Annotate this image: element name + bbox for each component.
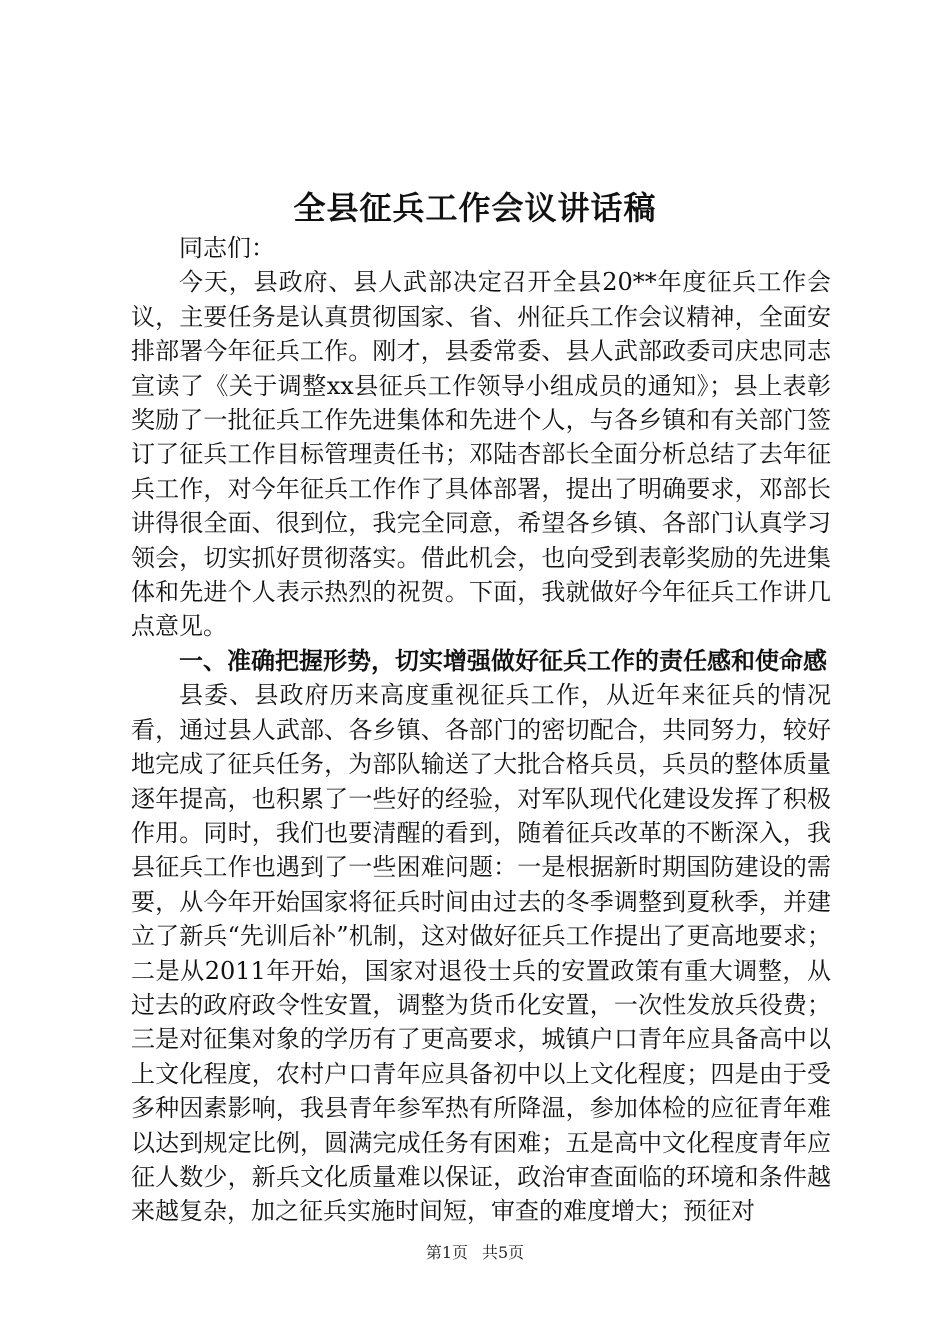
page-footer [0,1242,950,1264]
page-total: 共5页 [482,1243,525,1262]
salutation: 同志们： [179,234,275,262]
paragraph-section-1: 县委、县政府历来高度重视征兵工作，从近年来征兵的情况看，通过县人武部、各乡镇、各部门的密切配合，共同努力，较好地完成了征兵任务，为部队输送了大批合格兵员，兵员的整体质量逐年提高，也积累了一些好的经验，对军队现代化建设发挥了积极作用。同时，我们也要清醒的看到，随着征兵改革的不断深入，我县征兵工作也遇到了一些困难问题：一是根据新时期国防建设的需要，从今年开始国家将征兵时间由过去的冬季调整到夏秋季，并建立了新兵“先训后补”机制，这对做好征兵工作提出了更高地要求；二是从2011年开始，国家对退役士兵的安置政策有重大调整，从过去的政府政令性安置，调整为货币化安置，一次性发放兵役费；三是对征集对象的学历有了更高要求，城镇户口青年应具备高中以上文化程度，农村户口青年应具备初中以上文化程度；四是由于受多种因素影响，我县青年参军热有所降温，参加体检的应征青年难以达到规定比例，圆满完成任务有困难；五是高中文化程度青年应征人数少，新兵文化质量难以保证，政治审查面临的环境和条件越来越复杂，加之征兵实施时间短，审查的难度增大；预征对 [131,681,831,1226]
page-number: 第1页 [425,1243,468,1262]
paragraph-intro: 今天，县政府、县人武部决定召开全县20**年度征兵工作会议，主要任务是认真贯彻国家、省、州征兵工作会议精神，全面安排部署今年征兵工作。刚才，县委常委、县人武部政委司庆忠同志宣读了《关于调整xx县征兵工作领导小组成员的通知》；县上表彰奖励了一批征兵工作先进集体和先进个人，与各乡镇和有关部门签订了征兵工作目标管理责任书；邓陆杏部长全面分析总结了去年征兵工作，对今年征兵工作作了具体部署，提出了明确要求，邓部长讲得很全面、很到位，我完全同意，希望各乡镇、各部门认真学习领会，切实抓好贯彻落实。借此机会，也向受到表彰奖励的先进集体和先进个人表示热烈的祝贺。下面，我就做好今年征兵工作讲几点意见。 [131,268,831,641]
document-title: 全县征兵工作会议讲话稿 [293,189,657,227]
section-heading-1: 一、准确把握形势，切实增强做好征兵工作的责任感和使命感 [179,646,827,675]
document-body [131,231,831,1229]
